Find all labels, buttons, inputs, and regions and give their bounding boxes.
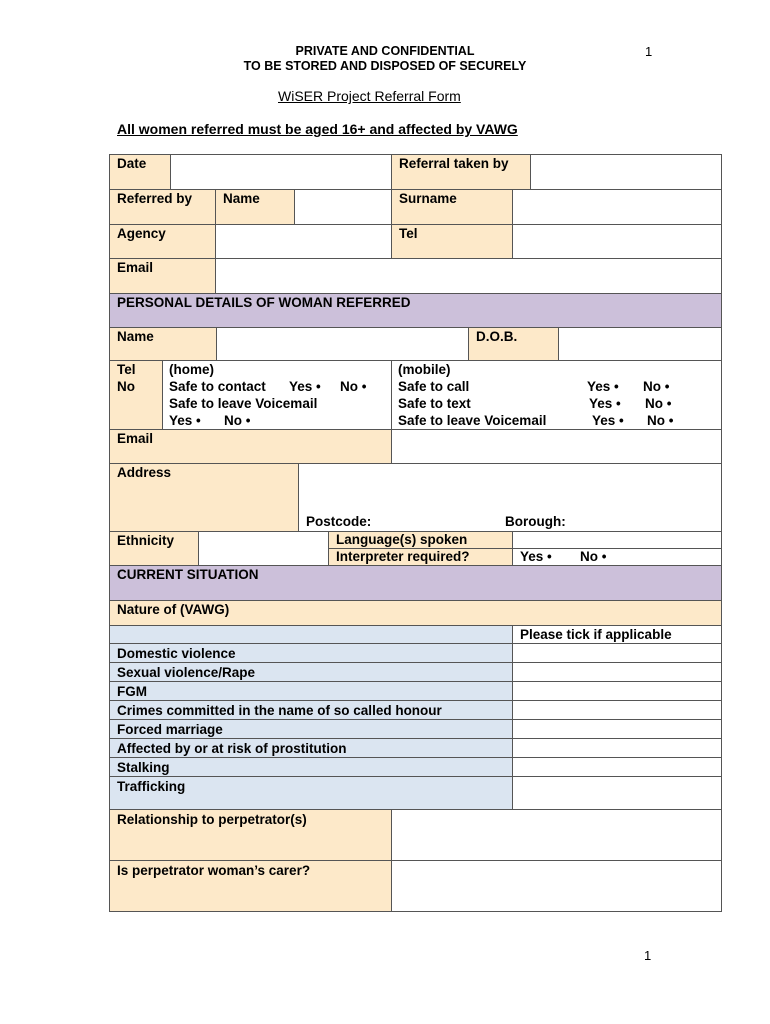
- borough-label: Borough:: [505, 514, 566, 529]
- referrer-tel-label: Tel: [391, 224, 513, 259]
- mobile-safe-text-label: Safe to text: [398, 396, 471, 411]
- tick-sexual-violence[interactable]: [512, 662, 722, 682]
- home-safe-voicemail-label: Safe to leave Voicemail: [169, 396, 318, 411]
- home-safe-voicemail-no-radio[interactable]: No •: [224, 413, 251, 428]
- personal-details-heading: PERSONAL DETAILS OF WOMAN REFERRED: [109, 293, 722, 328]
- tick-stalking[interactable]: [512, 757, 722, 777]
- referrer-surname-label: Surname: [391, 189, 513, 225]
- mobile-safe-voicemail-no-radio[interactable]: No •: [647, 413, 674, 428]
- ethnicity-field[interactable]: [198, 531, 329, 566]
- referrer-name-field[interactable]: [294, 189, 392, 225]
- referrer-email-label: Email: [109, 258, 216, 294]
- nature-of-vawg-label: Nature of (VAWG): [109, 600, 722, 626]
- eligibility-subtitle: All women referred must be aged 16+ and affected by VAWG: [117, 121, 518, 137]
- postcode-label: Postcode:: [306, 514, 372, 529]
- mobile-safe-call-yes-radio[interactable]: Yes •: [587, 379, 619, 394]
- carer-field[interactable]: [391, 860, 722, 912]
- agency-field[interactable]: [215, 224, 392, 259]
- date-field[interactable]: [170, 154, 392, 190]
- language-label: Language(s) spoken: [328, 531, 513, 549]
- interpreter-no-radio[interactable]: No •: [580, 549, 607, 564]
- agency-label: Agency: [109, 224, 216, 259]
- interpreter-label: Interpreter required?: [328, 548, 513, 566]
- language-field[interactable]: [512, 531, 722, 549]
- home-safe-contact-no-radio[interactable]: No •: [340, 379, 367, 394]
- storage-notice: TO BE STORED AND DISPOSED OF SECURELY: [243, 59, 527, 73]
- home-safe-voicemail-yes-radio[interactable]: Yes •: [169, 413, 201, 428]
- vawg-item-forced-marriage: Forced marriage: [109, 719, 513, 739]
- vawg-item-honour-crimes: Crimes committed in the name of so called honour: [109, 700, 513, 720]
- tick-trafficking[interactable]: [512, 776, 722, 810]
- page-number-bottom: 1: [644, 948, 652, 963]
- woman-tel-label: [109, 360, 163, 430]
- relationship-label: Relationship to perpetrator(s): [109, 809, 392, 861]
- mobile-safe-voicemail-label: Safe to leave Voicemail: [398, 413, 547, 428]
- referrer-tel-field[interactable]: [512, 224, 722, 259]
- woman-email-field[interactable]: [391, 429, 722, 464]
- home-safe-contact-label: Safe to contact: [169, 379, 266, 394]
- home-phone-label: (home): [169, 362, 214, 377]
- page-number-top: 1: [645, 44, 653, 59]
- tick-domestic-violence[interactable]: [512, 643, 722, 663]
- vawg-item-trafficking: Trafficking: [109, 776, 513, 810]
- date-label: Date: [109, 154, 171, 190]
- referrer-surname-field[interactable]: [512, 189, 722, 225]
- woman-name-label: Name: [109, 327, 217, 361]
- home-safe-contact-yes-radio[interactable]: Yes •: [289, 379, 321, 394]
- address-label: Address: [109, 463, 299, 532]
- tel-label-line2: No: [117, 378, 135, 394]
- referral-taken-by-label: Referral taken by: [391, 154, 531, 190]
- woman-name-field[interactable]: [216, 327, 469, 361]
- woman-email-label: Email: [109, 429, 392, 464]
- interpreter-yes-radio[interactable]: Yes •: [520, 549, 552, 564]
- ethnicity-label: Ethnicity: [109, 531, 199, 566]
- tick-fgm[interactable]: [512, 681, 722, 701]
- vawg-item-sexual-violence: Sexual violence/Rape: [109, 662, 513, 682]
- confidential-heading: PRIVATE AND CONFIDENTIAL: [295, 44, 475, 58]
- mobile-safe-call-no-radio[interactable]: No •: [643, 379, 670, 394]
- tick-prostitution[interactable]: [512, 738, 722, 758]
- mobile-safe-text-no-radio[interactable]: No •: [645, 396, 672, 411]
- mobile-safe-voicemail-yes-radio[interactable]: Yes •: [592, 413, 624, 428]
- relationship-field[interactable]: [391, 809, 722, 861]
- vawg-item-prostitution: Affected by or at risk of prostitution: [109, 738, 513, 758]
- referral-taken-by-field[interactable]: [530, 154, 722, 190]
- referrer-email-field[interactable]: [215, 258, 722, 294]
- tick-honour-crimes[interactable]: [512, 700, 722, 720]
- mobile-safe-text-yes-radio[interactable]: Yes •: [589, 396, 621, 411]
- dob-label: D.O.B.: [468, 327, 559, 361]
- carer-label: Is perpetrator woman’s carer?: [109, 860, 392, 912]
- vawg-item-fgm: FGM: [109, 681, 513, 701]
- dob-field[interactable]: [558, 327, 722, 361]
- vawg-table-header-blank: [109, 625, 513, 644]
- tick-forced-marriage[interactable]: [512, 719, 722, 739]
- mobile-safe-call-label: Safe to call: [398, 379, 470, 394]
- tel-label-line1: Tel: [117, 362, 136, 377]
- mobile-phone-label: (mobile): [398, 362, 451, 377]
- referrer-name-label: Name: [215, 189, 295, 225]
- form-title: WiSER Project Referral Form: [278, 88, 461, 104]
- referred-by-label: Referred by: [109, 189, 216, 225]
- vawg-item-stalking: Stalking: [109, 757, 513, 777]
- vawg-item-domestic-violence: Domestic violence: [109, 643, 513, 663]
- current-situation-heading: CURRENT SITUATION: [109, 565, 722, 601]
- tick-column-header: Please tick if applicable: [512, 625, 722, 644]
